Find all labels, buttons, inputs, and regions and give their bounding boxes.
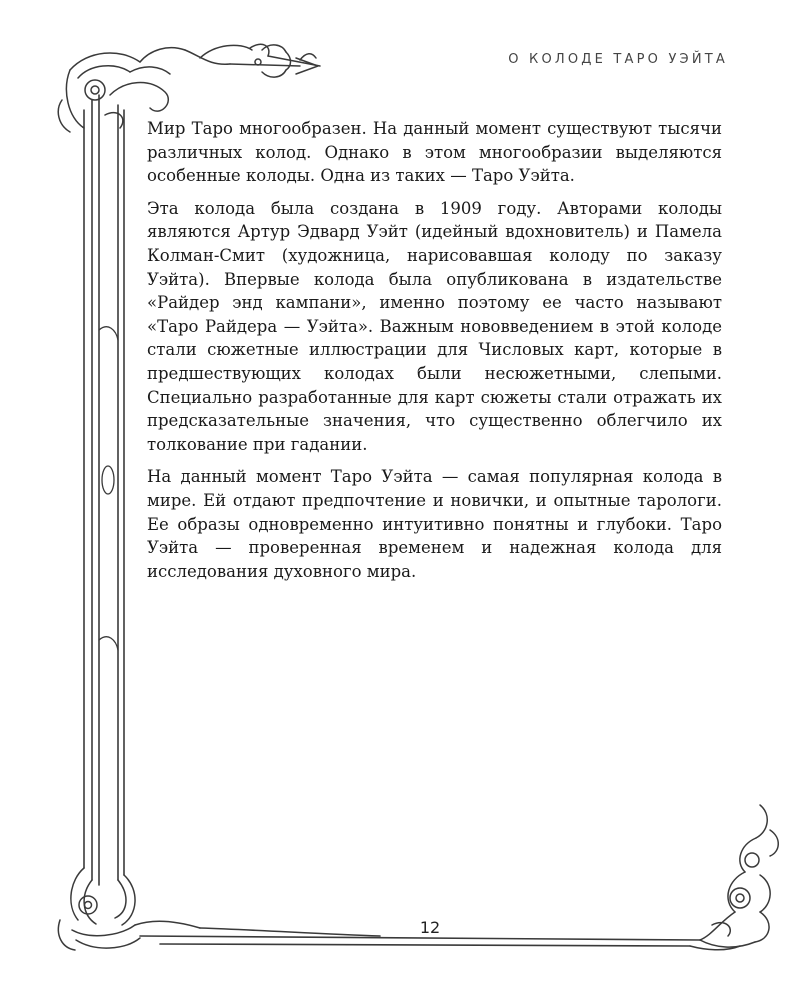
bottom-left-corner-ornament <box>58 868 200 950</box>
paragraph-1: Мир Таро многообразен. На данный момент существуют тысячи различных колод. Однако в этом многообразии выделяются особенные колоды. Одна из таких — Таро Уэйта. <box>147 119 722 186</box>
page-number: 12 <box>419 918 441 937</box>
top-fleur-ornament <box>255 45 320 77</box>
running-head: О КОЛОДЕ ТАРО УЭЙТА <box>508 52 728 67</box>
paragraph-3: На данный момент Таро Уэйта — самая популярная колода в мире. Ей отдают предпочтение и новички, и опытные тарологи. Ее образы одновременно интуитивно понятны и глубоки. Таро Уэйта — проверенная временем и надежная колода для исследования духовного мира. <box>147 467 722 581</box>
paragraph-2: Эта колода была создана в 1909 году. Авторами колоды являются Артур Эдвард Уэйт (идейный вдохновитель) и Памела Колман-Смит (художница, нарисовавшая колоду по заказу Уэйта). Впервые колода была опубликована в издательстве «Райдер энд кампани», именно поэтому ее часто называют «Таро Райдера — Уэйта». Важным нововведением в этой колоде стали сюжетные иллюстрации для Числовых карт, которые в предшествующих колодах были несюжетными, слепыми. Специально разработанные для карт сюжеты стали отражать их предсказательные значения, что существенно облегчило их толкование при гадании. <box>147 198 722 454</box>
left-border-loops <box>99 327 118 650</box>
body-text <box>147 117 722 592</box>
bottom-right-corner-ornament <box>690 805 778 950</box>
